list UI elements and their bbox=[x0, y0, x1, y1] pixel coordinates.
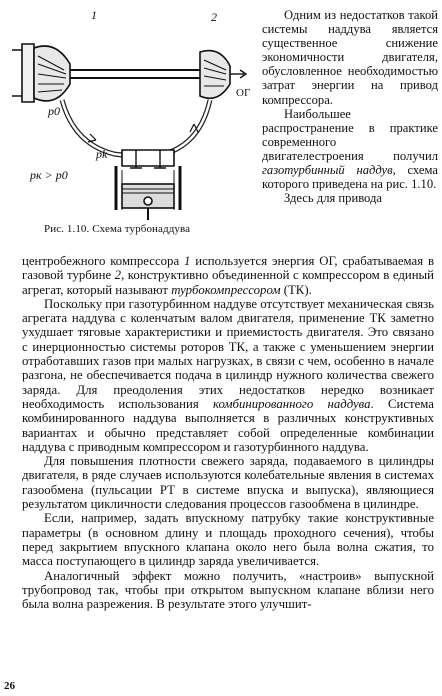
label-pk: pk bbox=[96, 147, 108, 161]
paragraph-2: Поскольку при газотурбинном наддуве отсутствует механическая связь агрегата наддува с коленчатым валом двигателя, применение ТК заметно ухудшает тяговые характеристики и приемистость двигателя. Это связано с инерционностью системы роторов ТК, а также с уменьшением энергии отработавших газов при малых нагрузках, в связи с чем, особенно в начале разгона, не обеспечивается подача в цилиндр нужного количества свежего заряда. Для преодоления этих недостатков нередко возникает необходимость использования комбинированного наддува. Система комбинированного наддува выполняется в различных конструктивных вариантах и обычно представляет собой определенные комбинации наддува с приводным компрессором и газотурбинного наддува. bbox=[22, 296, 434, 454]
paragraph-5: Аналогичный эффект можно получить, «настроив» выпускной трубопровод так, чтобы при открытом выпускном клапане вблизи него была волна разрежения. В результате этого улучшит- bbox=[22, 568, 434, 612]
right-paragraph-1: Одним из недостатков такой системы наддува является существенное снижение экономичности двигателя, обусловленное необходимостью затрат энергии на привод компрессора. bbox=[262, 8, 438, 107]
paragraph-4: Если, например, задать впускному патрубку такие конструктивные параметры (в основном длину и площадь проходного сечения), чтобы перед закрытием впускного клапана около него была волна сжатия, то масса поступающего в цилиндр заряда увеличивается. bbox=[22, 511, 434, 569]
page-number: 26 bbox=[4, 680, 15, 692]
main-text bbox=[22, 254, 434, 611]
label-pressure-condition: pк > p0 bbox=[30, 168, 68, 182]
turbocharger-schematic bbox=[4, 4, 262, 222]
paragraph-3: Для повышения плотности свежего заряда, подаваемого в цилиндры двигателя, в ряде случаев используются колебательные явления в системах газообмена (пульсации РТ в системе впуска и выпуска), являющиеся результатом цикличности следования процессов газообмена в цилиндре. bbox=[22, 454, 434, 512]
turbocharging-diagram bbox=[4, 4, 262, 222]
right-column-text bbox=[262, 8, 438, 205]
label-turbine-number: 2 bbox=[211, 10, 217, 24]
label-p0: p0 bbox=[48, 104, 60, 118]
label-compressor-number: 1 bbox=[91, 8, 97, 22]
figure-caption: Рис. 1.10. Схема турбонаддува bbox=[44, 223, 191, 235]
right-paragraph-2: Наибольшее распространение в практике современного двигателестроения получил газотурбинный наддув, схема которого приведена на рис. 1.10. bbox=[262, 106, 438, 192]
paragraph-1: центробежного компрессора 1 используется энергия ОГ, срабатываемая в газовой турбине 2, конструктивно объединенной с компрессором в единый агрегат, который называют турбокомпрессором (ТК). bbox=[22, 254, 434, 297]
right-paragraph-3: Здесь для привода bbox=[284, 191, 382, 206]
label-exhaust-gas: ОГ bbox=[236, 87, 251, 99]
